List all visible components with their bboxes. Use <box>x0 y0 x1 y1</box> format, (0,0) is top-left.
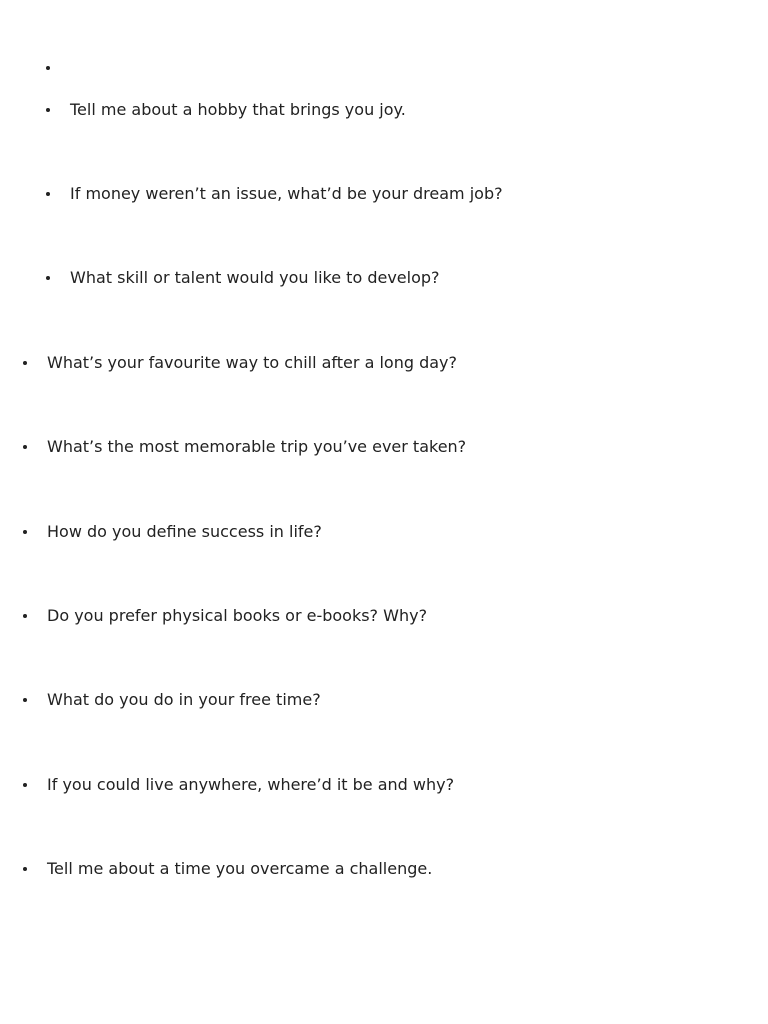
list-item-text: If you could live anywhere, where’d it be and why? <box>47 775 455 794</box>
bullet-icon <box>46 108 50 112</box>
bullet-icon <box>46 192 50 196</box>
list-item-text: What skill or talent would you like to develop? <box>70 268 440 287</box>
bullet-icon <box>23 867 27 871</box>
list-item-text: Tell me about a time you overcame a challenge. <box>47 859 433 878</box>
list-item-text: Tell me about a hobby that brings you joy. <box>70 100 406 119</box>
bullet-icon <box>23 445 27 449</box>
list-item-text: Do you prefer physical books or e-books? Why? <box>47 606 428 625</box>
list-item-text: How do you define success in life? <box>47 522 322 541</box>
bullet-icon <box>23 783 27 787</box>
bullet-icon <box>23 361 27 365</box>
list-item-text: What do you do in your free time? <box>47 690 321 709</box>
list-item-text: If money weren’t an issue, what’d be your dream job? <box>70 184 503 203</box>
bullet-icon <box>23 614 27 618</box>
bullet-icon <box>46 66 50 70</box>
bullet-icon <box>23 530 27 534</box>
bullet-icon <box>46 276 50 280</box>
bullet-icon <box>23 698 27 702</box>
list-item-text: What’s your favourite way to chill after a long day? <box>47 353 457 372</box>
list-item-text: What’s the most memorable trip you’ve ever taken? <box>47 437 467 456</box>
